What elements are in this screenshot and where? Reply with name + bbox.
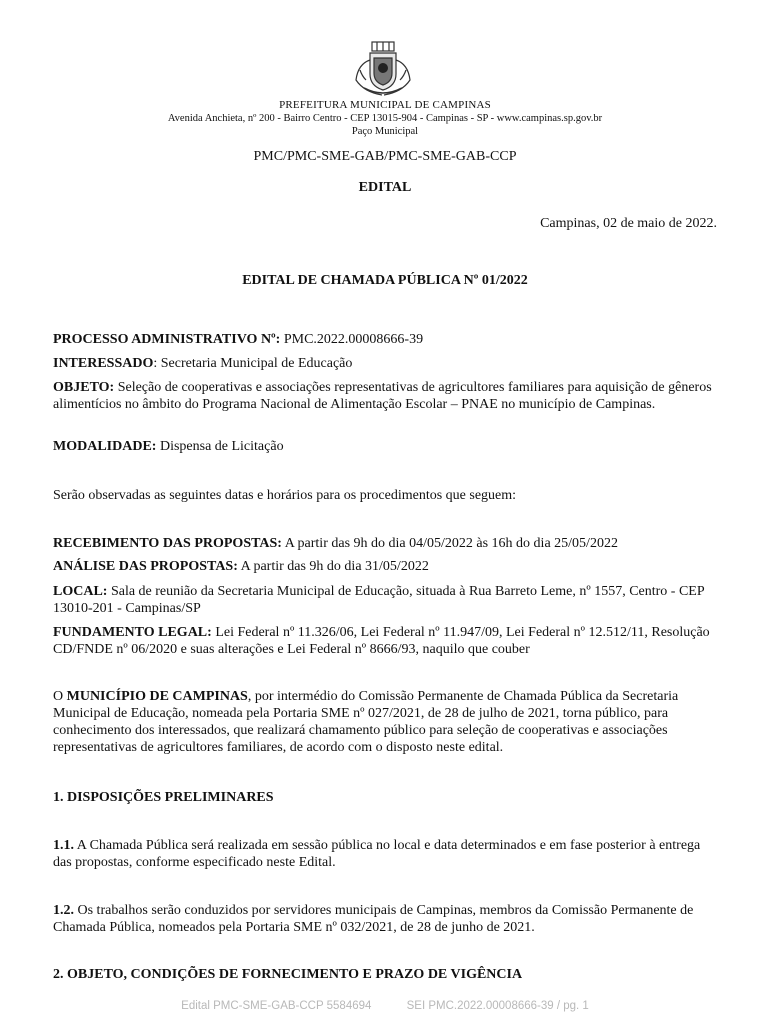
field-label: MODALIDADE: — [53, 439, 157, 454]
field-modalidade — [53, 438, 718, 455]
schedule-local — [53, 583, 718, 617]
field-value: : Secretaria Municipal de Educação — [153, 356, 353, 371]
item-text: A Chamada Pública será realizada em sessão pública no local e data determinados e em fase posterior à entrega das propostas, conforme especificado neste Edital. — [53, 838, 701, 870]
paragraph-prefix: O — [53, 689, 67, 704]
org-building: Paço Municipal — [351, 126, 419, 137]
field-value: A partir das 9h do dia 31/05/2022 — [237, 559, 429, 574]
field-label: LOCAL: — [53, 584, 108, 599]
field-label: ANÁLISE DAS PROPOSTAS: — [53, 559, 238, 574]
item-number: 1.2. — [53, 903, 74, 918]
org-name: PREFEITURA MUNICIPAL DE CAMPINAS — [279, 99, 491, 111]
municipio-paragraph — [53, 688, 718, 756]
page-footer — [0, 1000, 770, 1012]
paragraph-text: , por intermédio do Comissão Permanente de Chamada Pública da Secretaria Municipal de Educação, nomeada pela Portaria SME nº 027/2021, de 28 de julho de 2021, torna público, para conhecimento dos interessados, que realizará chamamento público para seleção de cooperativas e associações representativas de agricultores familiares, de acordo com o disposto neste edital. — [53, 689, 679, 755]
schedule-analise — [53, 558, 718, 575]
field-value: PMC.2022.00008666-39 — [280, 332, 424, 347]
document-title: EDITAL DE CHAMADA PÚBLICA Nº 01/2022 — [242, 273, 528, 288]
document-type: EDITAL — [358, 180, 412, 195]
field-label: INTERESSADO — [53, 356, 154, 371]
document-date: Campinas, 02 de maio de 2022. — [540, 216, 717, 231]
field-value: Lei Federal nº 11.326/06, Lei Federal nº 11.947/09, Lei Federal nº 12.512/11, Resolução CD/FNDE nº 06/2020 e suas alterações e Lei Federal nº 8666/93, naquilo que couber — [53, 625, 710, 657]
field-label: RECEBIMENTO DAS PROPOSTAS: — [53, 536, 282, 551]
footer-document-id: Edital PMC-SME-GAB-CCP 5584694 — [181, 1000, 372, 1012]
section-1-heading — [53, 789, 718, 806]
field-value: Seleção de cooperativas e associações representativas de agricultores familiares para aquisição de gêneros alimentícios no âmbito do Programa Nacional de Alimentação Escolar – PNAE no município de Campinas. — [53, 380, 712, 412]
paragraph-bold: MUNICÍPIO DE CAMPINAS — [66, 689, 248, 704]
item-1-2 — [53, 902, 718, 936]
field-label: FUNDAMENTO LEGAL: — [53, 625, 212, 640]
org-address: Avenida Anchieta, nº 200 - Bairro Centro - CEP 13015-904 - Campinas - SP - www.campinas.sp.gov.br — [167, 113, 603, 124]
schedule-fundamento — [53, 624, 718, 658]
section-2-heading — [53, 966, 718, 983]
schedule-recebimento — [53, 535, 718, 552]
field-value: Sala de reunião da Secretaria Municipal de Educação, situada à Rua Barreto Leme, nº 1557, Centro - CEP 13010-201 - Campinas/SP — [53, 584, 705, 616]
document-code: PMC/PMC-SME-GAB/PMC-SME-GAB-CCP — [253, 149, 517, 164]
section-heading: 1. DISPOSIÇÕES PRELIMINARES — [53, 790, 274, 805]
item-1-1 — [53, 837, 718, 871]
field-label: PROCESSO ADMINISTRATIVO Nº: — [53, 332, 281, 347]
field-interessado — [53, 355, 718, 372]
footer-process-page: SEI PMC.2022.00008666-39 / pg. 1 — [406, 1000, 589, 1012]
field-processo — [53, 331, 718, 348]
field-objeto — [53, 379, 718, 413]
field-value: Dispensa de Licitação — [156, 439, 284, 454]
item-text: Os trabalhos serão conduzidos por servidores municipais de Campinas, membros da Comissão Permanente de Chamada Pública, nomeados pela Portaria SME nº 032/2021, de 28 de junho de 2021. — [53, 903, 694, 935]
section-heading: 2. OBJETO, CONDIÇÕES DE FORNECIMENTO E PRAZO DE VIGÊNCIA — [53, 967, 523, 982]
field-label: OBJETO: — [53, 380, 115, 395]
item-number: 1.1. — [53, 838, 74, 853]
field-value: A partir das 9h do dia 04/05/2022 às 16h do dia 25/05/2022 — [281, 536, 618, 551]
campinas-coat-of-arms-icon — [352, 40, 414, 98]
intro-paragraph: Serão observadas as seguintes datas e horários para os procedimentos que seguem: — [53, 488, 517, 503]
